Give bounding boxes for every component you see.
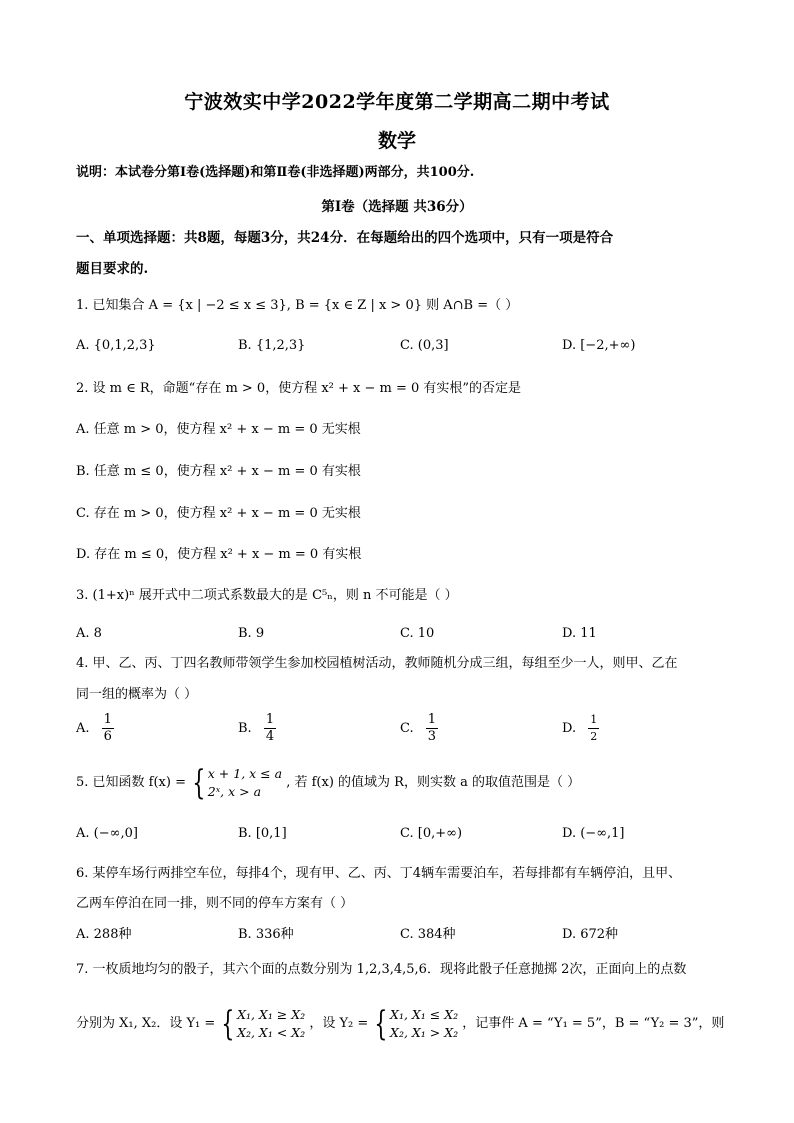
q6-option-a[interactable]: A. 288种 — [76, 927, 132, 942]
q5-option-d[interactable]: D. (−∞,1] — [562, 826, 625, 841]
q7-y2-cases — [390, 1006, 458, 1042]
question-2-stem: 2. 设 m ∈ R，命题“存在 m > 0，使方程 x² + x − m = 0 有实根”的否定是 — [76, 381, 522, 396]
q1-option-c[interactable]: C. (0,3] — [400, 338, 449, 353]
exam-title: 宁波效实中学2022学年度第二学期高二期中考试 — [184, 91, 610, 113]
q7-y1-case-2: X₂, X₁ < X₂ — [237, 1024, 306, 1040]
fraction-denominator: 3 — [427, 729, 437, 744]
q7-line2-mid: ，设 Y₂ = — [309, 1016, 369, 1031]
fraction-numerator: 1 — [427, 712, 437, 727]
q4-option-a-label: A. — [76, 721, 90, 736]
fraction-denominator: 2 — [590, 730, 598, 743]
q4-option-a[interactable] — [76, 712, 114, 745]
q5-cases — [208, 765, 282, 801]
q4-option-d[interactable] — [562, 712, 599, 745]
q7-y1-piecewise — [219, 1003, 306, 1044]
q4-option-c-label: C. — [400, 721, 414, 736]
q3-option-a[interactable]: A. 8 — [76, 626, 102, 641]
q5-option-a[interactable]: A. (−∞,0] — [76, 826, 138, 841]
q1-option-d[interactable]: D. [−2,+∞) — [562, 338, 636, 353]
fraction-denominator: 6 — [103, 729, 112, 744]
q2-option-c[interactable]: C. 存在 m > 0，使方程 x² + x − m = 0 无实根 — [76, 506, 361, 521]
q7-line2-prefix: 分别为 X₁, X₂．设 Y₁ = — [76, 1016, 216, 1031]
q1-option-b[interactable]: B. {1,2,3} — [238, 338, 306, 353]
q4-option-b-label: B. — [238, 721, 252, 736]
left-brace: { — [192, 762, 206, 803]
q4-option-c[interactable] — [400, 712, 438, 745]
q4-option-d-label: D. — [562, 721, 577, 736]
section-instruction: 一、单项选择题：共8题，每题3分，共24分．在每题给出的四个选项中，只有一项是符合 — [76, 230, 614, 246]
q2-option-d[interactable]: D. 存在 m ≤ 0，使方程 x² + x − m = 0 有实根 — [76, 547, 362, 562]
q4-option-a-fraction — [102, 712, 114, 745]
q7-line2-suffix: ，记事件 A = “Y₁ = 5”，B = “Y₂ = 3”，则 — [462, 1016, 725, 1031]
fraction-numerator: 1 — [265, 712, 275, 727]
exam-subject: 数学 — [377, 130, 416, 152]
question-1-stem: 1. 已知集合 A = {x | −2 ≤ x ≤ 3}, B = {x ∈ Z | x > 0} 则 A∩B =（ ） — [76, 298, 519, 313]
q5-option-c[interactable]: C. [0,+∞) — [400, 826, 463, 841]
question-6-stem: 6. 某停车场行两排空车位，每排4个，现有甲、乙、丙、丁4辆车需要泊车，若每排都有车辆停泊，且甲、 — [76, 866, 682, 881]
fraction-numerator: 1 — [588, 712, 599, 729]
q5-piecewise — [190, 762, 283, 803]
left-brace: { — [374, 1003, 388, 1044]
question-7-stem-cont — [76, 1004, 734, 1044]
q4-option-b-fraction — [264, 712, 276, 745]
q7-y1-cases — [237, 1006, 305, 1042]
question-3-stem: 3. (1+x)ⁿ 展开式中二项式系数最大的是 C⁵ₙ，则 n 不可能是（ ） — [76, 588, 458, 603]
q5-case-2: 2ˣ, x > a — [207, 783, 262, 799]
q5-option-b[interactable]: B. [0,1] — [238, 826, 287, 841]
q7-y1-case-1: X₁, X₁ ≥ X₂ — [237, 1006, 306, 1022]
section-instruction-cont: 题目要求的. — [76, 261, 149, 277]
question-6-stem-cont: 乙两车停泊在同一排，则不同的停车方案有（ ） — [76, 896, 354, 911]
q7-y2-piecewise — [372, 1003, 459, 1044]
q3-option-d[interactable]: D. 11 — [562, 626, 597, 641]
q1-option-a[interactable]: A. {0,1,2,3} — [76, 338, 156, 353]
q2-option-a[interactable]: A. 任意 m > 0，使方程 x² + x − m = 0 无实根 — [76, 422, 361, 437]
q7-y2-case-2: X₂, X₁ > X₂ — [390, 1024, 459, 1040]
q5-stem-prefix: 5. 已知函数 f(x) = — [76, 775, 186, 790]
section-heading: 第Ⅰ卷（选择题 共36分） — [321, 199, 473, 215]
question-4-stem-cont: 同一组的概率为（ ） — [76, 687, 198, 702]
question-5-stem — [76, 764, 734, 802]
q4-option-c-fraction — [426, 712, 438, 745]
fraction-numerator: 1 — [103, 712, 112, 727]
q7-y2-case-1: X₁, X₁ ≤ X₂ — [390, 1006, 459, 1022]
q6-option-c[interactable]: C. 384种 — [400, 927, 456, 942]
q5-stem-suffix: , 若 f(x) 的值域为 R，则实数 a 的取值范围是（ ） — [286, 775, 581, 790]
q3-option-b[interactable]: B. 9 — [238, 626, 265, 641]
q3-option-c[interactable]: C. 10 — [400, 626, 435, 641]
left-brace: { — [221, 1003, 235, 1044]
q6-option-d[interactable]: D. 672种 — [562, 927, 619, 942]
q4-option-b[interactable] — [238, 712, 276, 745]
q2-option-b[interactable]: B. 任意 m ≤ 0，使方程 x² + x − m = 0 有实根 — [76, 464, 361, 479]
fraction-denominator: 4 — [265, 729, 275, 744]
q5-case-1: x + 1, x ≤ a — [207, 765, 283, 781]
q6-option-b[interactable]: B. 336种 — [238, 927, 294, 942]
q4-option-d-fraction — [588, 712, 599, 745]
exam-note: 说明：本试卷分第Ⅰ卷(选择题)和第Ⅱ卷(非选择题)两部分，共100分. — [76, 165, 475, 180]
question-4-stem: 4. 甲、乙、丙、丁四名教师带领学生参加校园植树活动，教师随机分成三组，每组至少一人，则甲、乙在 — [76, 656, 678, 671]
question-7-stem: 7. 一枚质地均匀的骰子，其六个面的点数分别为 1,2,3,4,5,6．现将此骰子任意抛掷 2次，正面向上的点数 — [76, 962, 687, 977]
